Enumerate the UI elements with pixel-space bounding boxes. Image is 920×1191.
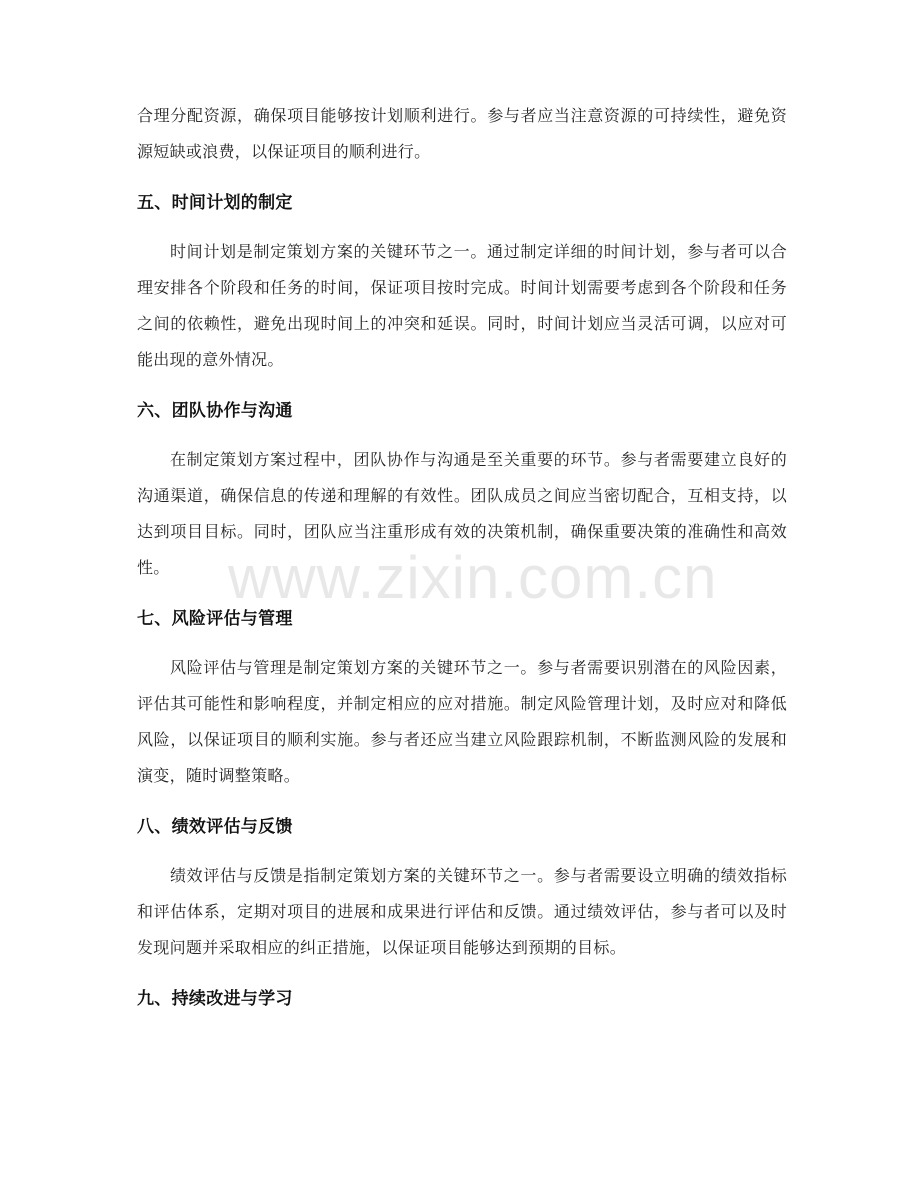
watermark: www.zixin.com.cn [228,544,718,611]
section-paragraph-8: 绩效评估与反馈是指制定策划方案的关键环节之一。参与者需要设立明确的绩效指标和评估体系，定期对项目的进展和成果进行评估和反馈。通过绩效评估，参与者可以及时发现问题并采取相应的纠正措施，以保证项目能够达到预期的目标。 [137,866,787,957]
section-heading-6: 六、团队协作与沟通 [137,401,293,421]
document-body [137,98,787,1030]
section-paragraph-5: 时间计划是制定策划方案的关键环节之一。通过制定详细的时间计划，参与者可以合理安排各个阶段和任务的时间，保证项目按时完成。时间计划需要考虑到各个阶段和任务之间的依赖性，避免出现时间上的冲突和延误。同时，时间计划应当灵活可调，以应对可能出现的意外情况。 [137,242,787,369]
section-heading-9: 九、持续改进与学习 [137,989,293,1009]
section-heading-7: 七、风险评估与管理 [137,609,293,629]
section-heading-8: 八、绩效评估与反馈 [137,817,293,837]
section-paragraph-7: 风险评估与管理是制定策划方案的关键环节之一。参与者需要识别潜在的风险因素，评估其可能性和影响程度，并制定相应的应对措施。制定风险管理计划，及时应对和降低风险，以保证项目的顺利实施。参与者还应当建立风险跟踪机制，不断监测风险的发展和演变，随时调整策略。 [137,658,787,785]
section-paragraph-6: 在制定策划方案过程中，团队协作与沟通是至关重要的环节。参与者需要建立良好的沟通渠道，确保信息的传递和理解的有效性。团队成员之间应当密切配合，互相支持，以达到项目目标。同时，团队应当注重形成有效的决策机制，确保重要决策的准确性和高效性。 [137,450,787,577]
intro-paragraph: 合理分配资源，确保项目能够按计划顺利进行。参与者应当注意资源的可持续性，避免资源短缺或浪费，以保证项目的顺利进行。 [137,106,787,161]
section-heading-5: 五、时间计划的制定 [137,193,293,213]
